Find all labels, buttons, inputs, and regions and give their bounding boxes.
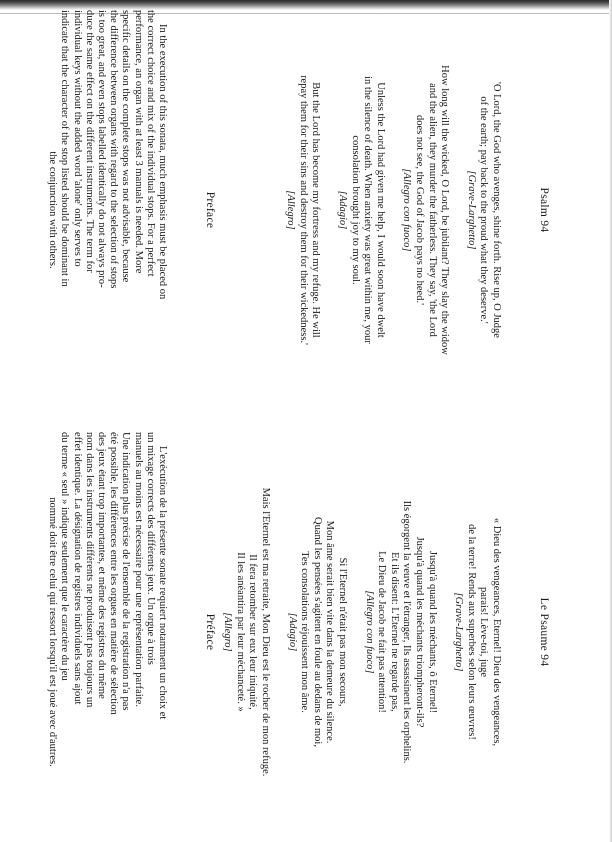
verse-line: and the alien, they murder the fatherless. They say, 'the Lord <box>426 83 438 337</box>
french-title: Le Psaume 94 <box>538 597 550 667</box>
tempo-marking: [Allegro] <box>285 190 297 230</box>
verse-line: consolation brought joy to my soul. <box>349 135 361 285</box>
tempo-marking: [Allegro con fuoco] <box>363 590 375 674</box>
tempo-marking: [Adagio] <box>337 190 349 230</box>
french-psalm-text <box>221 432 502 832</box>
preface-line: effet identique. La désignation de registres individuels sans ajout <box>71 432 83 705</box>
french-preface-text <box>46 432 168 832</box>
verse-line: Unless the Lord had given me help, I would soon have dwelt <box>374 82 386 338</box>
verse-line: How long will the wicked, O Lord, be jubilant? They slay the widow <box>439 65 451 355</box>
tempo-marking: [Grave-Larghetto] <box>453 592 465 672</box>
tempo-marking: [Allegro] <box>222 612 234 652</box>
french-preface-title: Préface <box>204 613 216 651</box>
verse-line: Il les anéantira par leur méchanceté. » <box>234 552 246 712</box>
preface-line: des jeux étant trop importantes, et même des registres du même <box>95 432 107 699</box>
preface-line: is too great, and even stops labelled identically do not always pro- <box>95 10 107 288</box>
verse-line: But the Lord has become my fortress and my refuge. He will <box>310 82 322 338</box>
verse-line: Jusqu'à quand les méchants, ô Eternel! <box>426 550 438 714</box>
verse-line: Tes consolations réjouissent mon âme. <box>299 551 311 713</box>
verse-line: repay them for their sins and destroy them for their wickedness.' <box>297 75 309 345</box>
preface-line: duce the same effect on the different instruments. The term for <box>83 10 95 273</box>
preface-line: the correct choice and mix of the individual stops. For a perfect <box>144 10 156 277</box>
french-stanza <box>285 432 348 832</box>
english-preface-text <box>46 10 168 410</box>
verse-line: Mais l'Eternel est ma retraite, Mon Dieu est le rocher de mon refuge. <box>260 487 272 777</box>
english-stanza <box>464 10 502 410</box>
french-stanza <box>221 432 271 832</box>
verse-line: of the earth; pay back to the proud what they deserve.' <box>478 96 490 324</box>
verse-line: Mon âme serait bien vite dans la demeure du silence. <box>324 520 336 744</box>
preface-line: specific details on the complete stops was not advisable, because <box>120 10 132 283</box>
tempo-marking: [Adagio] <box>286 612 298 652</box>
preface-line: the difference between organs with regard to the selection of stops <box>108 10 120 289</box>
english-title: Psalm 94 <box>538 187 550 233</box>
verse-line: Si l'Eternel n'était pas mon secours, <box>337 557 349 707</box>
preface-line: indicate that the character of the stop listed should be dominant in <box>59 10 71 287</box>
english-preface-title: Preface <box>204 191 216 229</box>
preface-line: manuels au moins est nécessaire pour une représentation parfaite. <box>132 432 144 707</box>
verse-line: « Dieu des vengeances, Eternel! Dieu des vengeances, <box>491 517 502 747</box>
verse-line: de la terre! Rends aux superbes selon leurs œuvres! <box>465 524 477 740</box>
preface-line: du terme « seul » indique seulement que le caractère du jeu <box>59 432 71 681</box>
preface-line: individual keys without the added word 'alone' only serves to <box>71 10 83 267</box>
preface-line: performance, an organ with at least 3 manuals is needed. More <box>132 10 144 274</box>
preface-line: un mixage corrects des différents jeux. Un orgue à trois <box>144 432 156 665</box>
english-stanza <box>284 10 322 410</box>
preface-line: nommé doit être celui qui ressort lorsqu'il est joué avec d'autres. <box>47 497 59 767</box>
preface-line: nom dans les instruments différents ne produisent pas toujours un <box>83 432 95 708</box>
verse-line: Il fera retomber sur eux leur iniquité, <box>247 554 259 710</box>
verse-line: in the silence of death. When anxiety was great within me, your <box>362 76 374 344</box>
french-column <box>0 432 612 832</box>
preface-line: Une indication plus précise de l'ensemble de la registration n'a pas <box>120 432 132 711</box>
preface-line: the conjunction with others. <box>47 151 59 269</box>
verse-line: does not see, the God of Jacob pays no heed.' <box>414 115 426 305</box>
english-psalm-text <box>284 10 502 410</box>
verse-line: Ils égorgent la veuve et l'étranger, Ils assassinent les orphelins. <box>401 500 413 764</box>
verse-line: Jusqu'à quand les méchants triompheront-ils? <box>414 536 426 728</box>
english-stanza <box>400 10 450 410</box>
preface-line: été possible, les différences entre les orgues en matière de sélection <box>108 432 120 715</box>
tempo-marking: [Grave-Larghetto] <box>465 170 477 250</box>
verse-line: 'O Lord, the God who avenges, shine forth. Rise up, O Judge <box>491 82 502 338</box>
english-stanza <box>335 10 385 410</box>
preface-line: In the execution of this sonata, much emphasis must be placed on <box>157 24 168 300</box>
english-column <box>0 10 612 410</box>
french-stanza <box>452 432 502 832</box>
verse-line: Quand les pensées s'agitent en foule au dedans de moi, <box>311 517 323 747</box>
verse-line: parais! Lève-toi, juge <box>478 586 490 678</box>
tempo-marking: [Allegro con fuoco] <box>401 168 413 252</box>
french-stanza <box>362 432 438 832</box>
preface-line: L'exécution de la présente sonate requiert notamment un choix et <box>157 446 168 720</box>
verse-line: Le Dieu de Jacob ne fait pas attention! <box>376 551 388 713</box>
verse-line: Et ils disent: L'Eternel ne regarde pas, <box>388 552 400 712</box>
